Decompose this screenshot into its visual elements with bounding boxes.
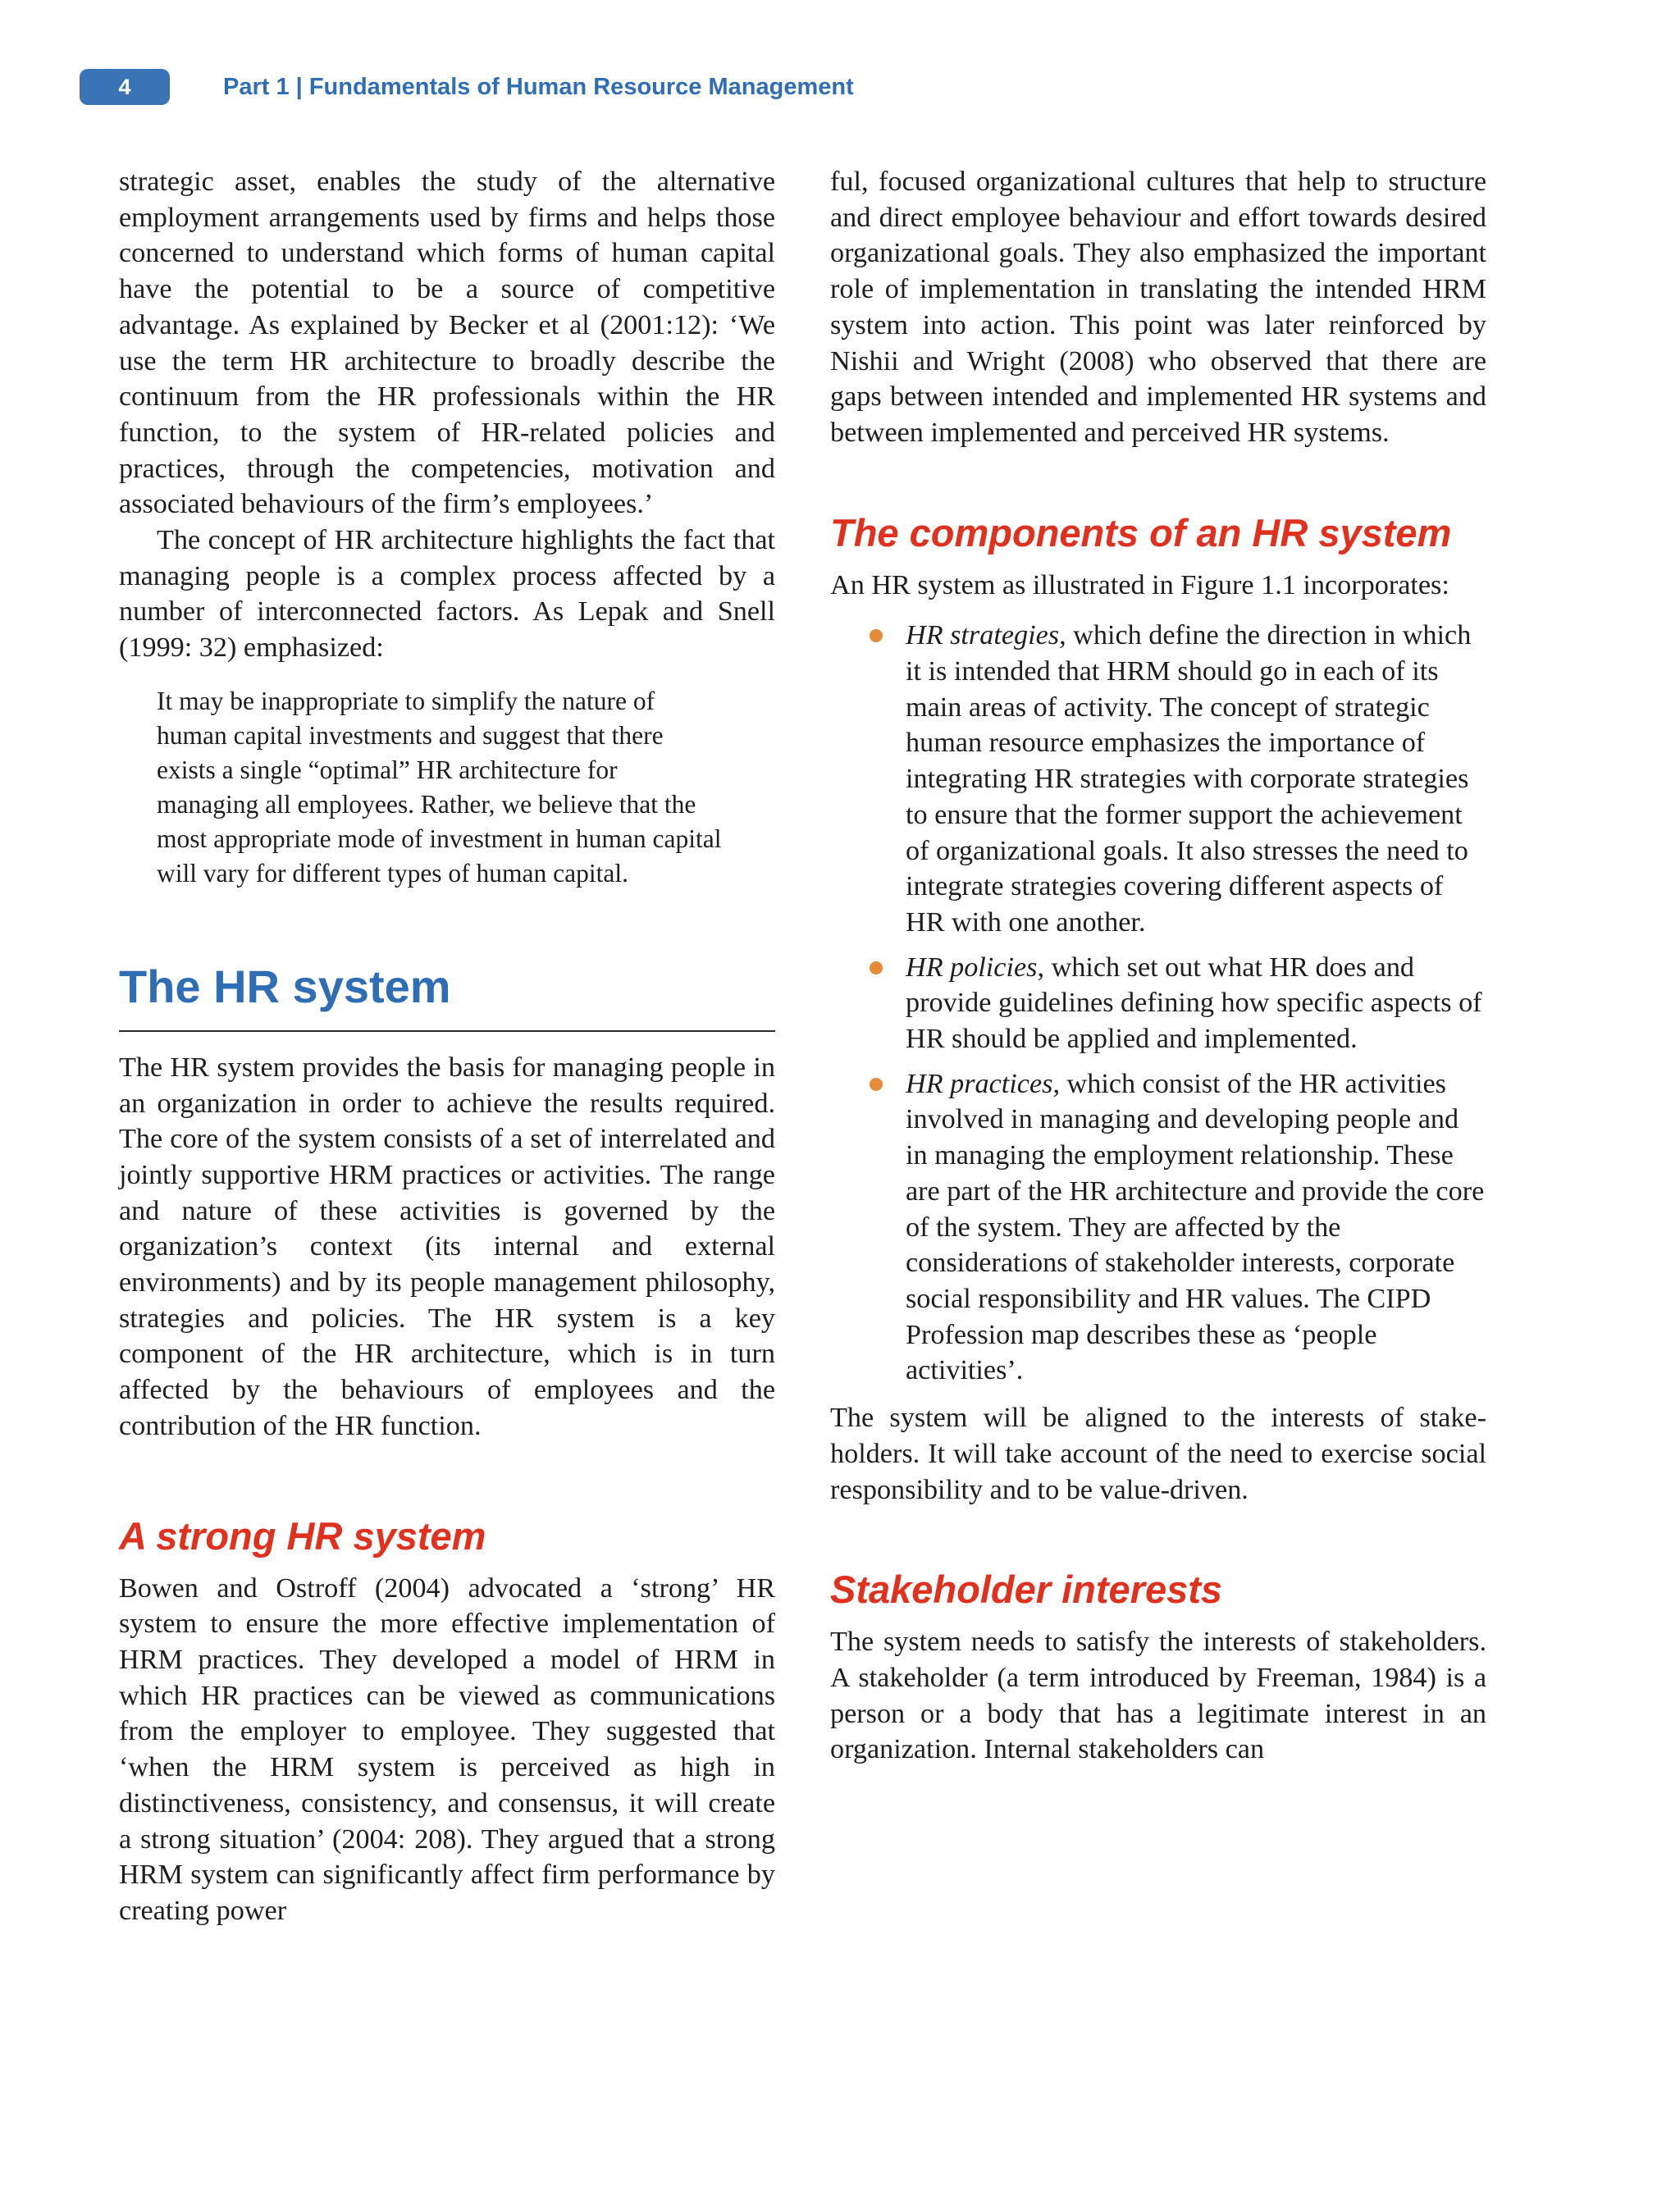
list-item-text: , which consist of the HR activities involved in managing and developing people and in managing the employment relationship. These are part of the HR architecture and provide the core of the system. They are affected by the considerations of stakeholder interests, corporate social responsibility and HR values. The CIPD Profession map describes these as ‘people activities’.: [906, 1068, 1485, 1386]
bullet-icon: [870, 629, 883, 642]
list-item-term: HR practices: [906, 1068, 1053, 1099]
bullet-icon: [870, 961, 883, 974]
list-item: [830, 1066, 1486, 1389]
list-item-term: HR strategies: [906, 620, 1060, 651]
subheading-strong-hr-system: A strong HR system: [119, 1513, 486, 1558]
subheading-components: The components of an HR system: [830, 510, 1452, 554]
paragraph: The HR system provides the basis for managing people in an organization in order to achieve the results required. The core of the system consists of a set of interrelated and jointly supportive HRM practices or activities. The range and nature of these activities is governed by the organization’s context (its internal and external environments) and by its people management philosophy, strategies and policies. The HR system is a key component of the HR architecture, which is in turn affected by the behaviours of employees and the contribution of the HR function.: [119, 1052, 775, 1441]
paragraph: strategic asset, enables the study of the alternative employment arrangements used by firms and helps those concerned to understand which forms of human capital have the potential to be a source of competitive advantage. As explained by Becker et al (2001:12): ‘We use the term HR architecture to broadly describe the continuum from the HR professionals within the HR function, to the system of HR-related policies and practices, through the competencies, motivation and associated behaviours of the firm’s employees.’: [119, 167, 775, 520]
bullet-list: [830, 618, 1486, 1389]
running-head: Part 1 | Fundamentals of Human Resource Management: [223, 74, 854, 100]
paragraph: The concept of HR architecture highlights the fact that managing people is a complex process affected by a number of interconnected factors. As Lepak and Snell (1999: 32) emphasized:: [119, 525, 775, 664]
paragraph: ful, focused organizational cultures that help to structure and direct employee behaviour and effort towards desired organizational goals. They also emphasized the important role of implementation in translating the intended HRM system into action. This point was later reinforced by Nishii and Wright (2008) who observed that there are gaps between intended and implemented HR systems and between implemented and perceived HR systems.: [830, 167, 1486, 448]
section-heading-hr-system: The HR system: [119, 960, 775, 1032]
paragraph: An HR system as illustrated in Figure 1.1 incorporates:: [830, 569, 1449, 600]
list-item-text: , which define the direction in which it is intended that HRM should go in each of its main areas of activity. The concept of strategic human resource emphasizes the importance of integrating HR strategies with corporate strategies to ensure that the former support the achievement of organizational goals. It also stresses the need to integrate strategies covering different aspects of HR with one another.: [906, 620, 1472, 938]
paragraph: The system will be aligned to the interests of stakeholders. It will take account of the need to exercise social responsibility and to be value-driven.: [830, 1403, 1486, 1505]
page-number-badge: 4: [80, 69, 170, 105]
list-item-text: , which set out what HR does and provide guidelines defining how specific aspects of HR should be applied and implemented.: [906, 952, 1482, 1055]
right-column: [830, 164, 1486, 1768]
paragraph: Bowen and Ostroff (2004) advocated a ‘strong’ HR system to ensure the more effective implementation of HRM practices. They developed a model of HRM in which HR practices can be viewed as communications from the employer to employee. They suggested that ‘when the HRM system is perceived as high in distinctiveness, consistency, and consensus, it will create a strong situation’ (2004: 208). They argued that a strong HRM system can significantly affect firm performance by creating power: [119, 1572, 775, 1926]
list-item-term: HR policies: [906, 952, 1038, 983]
paragraph: The system needs to satisfy the interests of stakeholders. A stakeholder (a term introduced by Freeman, 1984) is a person or a body that has a legitimate interest in an organization. Internal stakeholders can: [830, 1627, 1486, 1765]
left-column: [119, 164, 775, 1929]
block-quote: It may be inappropriate to simplify the nature of human capital investments and suggest that there exists a single “optimal” HR architecture for managing all employees. Rather, we believe that the most appropriate mode of investment in human capital will vary for different types of human capital.: [157, 686, 722, 888]
list-item: [830, 950, 1486, 1057]
subheading-stakeholder-interests: Stakeholder interests: [830, 1568, 1223, 1612]
bullet-icon: [870, 1078, 883, 1091]
list-item: [830, 618, 1486, 940]
